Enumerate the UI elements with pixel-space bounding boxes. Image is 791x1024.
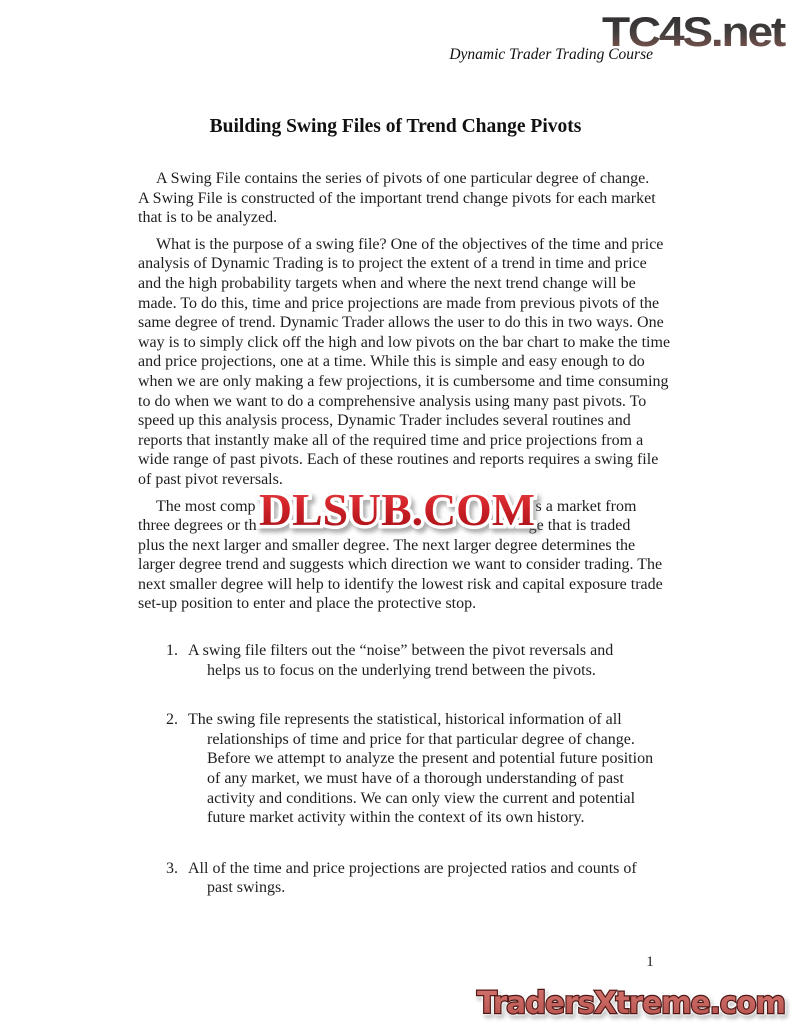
text-line: to do when we want to do a comprehensive analysis using many past pivots. To [138,392,647,410]
text-line: What is the purpose of a swing file? One of the objectives of the time and price [156,235,664,253]
dlsub-watermark [244,477,550,539]
text-line: reports that instantly make all of the required time and price projections from a [138,431,644,449]
item-number: 2. [166,711,178,729]
list-item-3 [138,859,664,898]
text-line: Before we attempt to analyze the present and potential future position [207,750,654,768]
page-number: 1 [646,954,654,970]
text-line [138,641,664,661]
page-title: Building Swing Files of Trend Change Pivots [209,116,582,137]
text-line: of any market, we must have of a thorough understanding of past [207,770,624,788]
text-line: A Swing File is constructed of the important trend change pivots for each market [138,189,656,207]
item-text: All of the time and price projections are projected ratios and counts of [188,859,637,877]
item-number: 1. [166,642,178,660]
text-line [138,710,664,730]
tradersxtreme-logo [469,976,791,1024]
text-line: plus the next larger and smaller degree. The next larger degree determines the [138,536,636,554]
text-line: future market activity within the context of its own history. [207,809,585,827]
text-fragment: ge that is traded [528,517,631,535]
text-line [138,859,664,879]
dlsub-watermark-text: DLSUB.COM [259,484,535,535]
text-line: set-up position to enter and place the protective stop. [138,595,477,613]
text-line: way is to simply click off the high and low pivots on the bar chart to make the time [138,333,671,351]
text-line: made. To do this, time and price projections are made from previous pivots of the [138,294,660,312]
text-line: of past pivot reversals. [138,470,283,488]
text-fragment: s a market from [535,497,637,515]
text-line: A Swing File contains the series of pivots of one particular degree of change. [156,170,650,187]
text-line: next smaller degree will help to identify the lowest risk and capital exposure trade [138,575,663,593]
item-text: The swing file represents the statistical, historical information of all [188,711,622,729]
text-line: helps us to focus on the underlying trend between the pivots. [207,661,596,679]
list-item-2 [138,710,664,828]
text-line: analysis of Dynamic Trading is to project the extent of a trend in time and price [138,255,647,273]
text-line: activity and conditions. We can only view the current and potential [207,789,636,807]
text-line: speed up this analysis process, Dynamic Trader includes several routines and [138,412,631,430]
tc4s-logo-text: TC4S.net [602,8,787,55]
paragraph-2 [138,235,671,490]
text-line: and the high probability targets when and where the next trend change will be [138,274,636,292]
text-line: same degree of trend. Dynamic Trader allows the user to do this in two ways. One [138,314,664,332]
item-text: A swing file filters out the “noise” between the pivot reversals and [188,642,614,660]
text-line: and price projections, one at a time. While this is simple and easy enough to do [138,353,645,371]
paragraph-1 [138,169,664,228]
text-line: wide range of past pivots. Each of these routines and reports requires a swing file [138,451,659,469]
tradersxtreme-logo-text: TradersXtreme.com [477,986,785,1021]
course-subtitle: Dynamic Trader Trading Course [449,46,653,63]
text-line: relationships of time and price for that particular degree of change. [207,730,635,748]
list-item-1 [138,641,664,680]
text-fragment: The most comp [156,497,256,515]
text-line: that is to be analyzed. [138,209,278,227]
text-line: when we are only making a few projections, it is cumbersome and time consuming [138,372,669,390]
text-line: past swings. [207,879,286,897]
item-number: 3. [166,859,178,877]
text-line: larger degree trend and suggests which direction we want to consider trading. The [138,556,663,574]
text-fragment: three degrees or th [138,517,257,535]
